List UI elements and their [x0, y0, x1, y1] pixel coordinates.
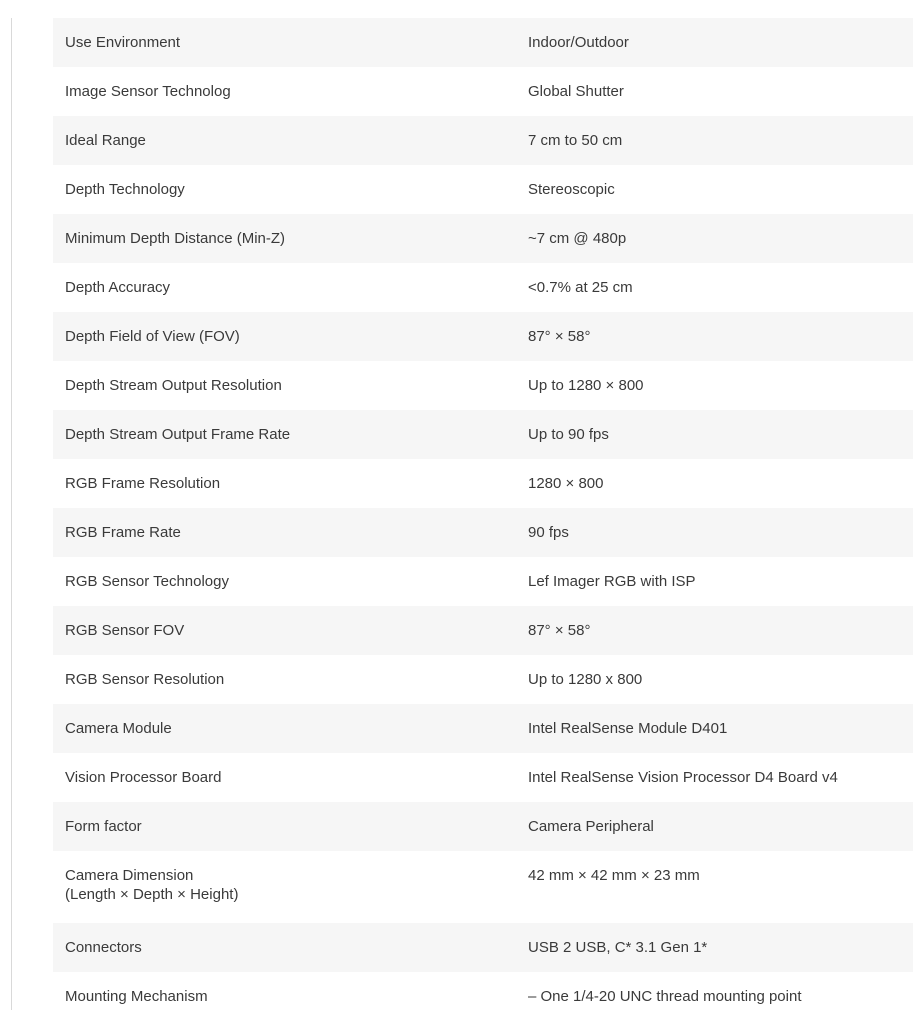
- spec-row-depth-accuracy: [53, 263, 913, 312]
- spec-value: Up to 1280 x 800: [528, 671, 643, 688]
- spec-label: Depth Field of View (FOV): [65, 328, 240, 345]
- spec-row-rgb-sensor-fov: [53, 606, 913, 655]
- spec-label: Depth Accuracy: [65, 279, 171, 296]
- spec-value: Stereoscopic: [528, 181, 615, 198]
- spec-label: RGB Frame Resolution: [65, 475, 221, 492]
- spec-value: Global Shutter: [528, 83, 624, 100]
- spec-value: 90 fps: [528, 524, 569, 541]
- spec-value: 1280 × 800: [528, 475, 604, 492]
- spec-value: 7 cm to 50 cm: [528, 132, 623, 149]
- spec-label: Depth Stream Output Resolution: [65, 377, 282, 394]
- spec-label: Camera Module: [65, 720, 172, 737]
- spec-table: [53, 18, 913, 1021]
- spec-row-rgb-frame-resolution: [53, 459, 913, 508]
- spec-value: Intel RealSense Vision Processor D4 Board v4: [528, 769, 838, 786]
- spec-value: Camera Peripheral: [528, 818, 654, 835]
- spec-value: Up to 1280 × 800: [528, 377, 644, 394]
- spec-value: Indoor/Outdoor: [528, 34, 629, 51]
- spec-row-rgb-sensor-technology: [53, 557, 913, 606]
- spec-row-depth-stream-frame-rate: [53, 410, 913, 459]
- spec-row-depth-field-of-view: [53, 312, 913, 361]
- spec-value: Up to 90 fps: [528, 426, 609, 443]
- spec-value: USB 2 USB, C* 3.1 Gen 1*: [528, 939, 708, 956]
- spec-label: Vision Processor Board: [65, 769, 222, 786]
- spec-label: RGB Sensor Resolution: [65, 671, 225, 688]
- spec-label: Use Environment: [65, 34, 181, 51]
- spec-value: 42 mm × 42 mm × 23 mm: [528, 867, 700, 884]
- spec-row-image-sensor-technology: [53, 67, 913, 116]
- spec-row-depth-technology: [53, 165, 913, 214]
- spec-label: Ideal Range: [65, 132, 146, 149]
- spec-row-minimum-depth-distance: [53, 214, 913, 263]
- spec-row-use-environment: [53, 18, 913, 67]
- spec-row-connectors: [53, 923, 913, 972]
- spec-row-rgb-sensor-resolution: [53, 655, 913, 704]
- spec-label: RGB Sensor FOV: [65, 622, 185, 639]
- spec-value: Intel RealSense Module D401: [528, 720, 728, 737]
- spec-label: RGB Frame Rate: [65, 524, 181, 541]
- spec-label: Camera Dimension (Length × Depth × Height): [65, 867, 239, 903]
- spec-value: Lef Imager RGB with ISP: [528, 573, 696, 590]
- spec-label: Minimum Depth Distance (Min-Z): [65, 230, 286, 247]
- spec-value: ~7 cm @ 480p: [528, 230, 627, 247]
- spec-row-camera-dimension: [53, 851, 913, 923]
- spec-value: <0.7% at 25 cm: [528, 279, 633, 296]
- spec-row-mounting-mechanism: [53, 972, 913, 1021]
- spec-row-vision-processor-board: [53, 753, 913, 802]
- spec-label: Form factor: [65, 818, 142, 835]
- spec-value: 87° × 58°: [528, 622, 591, 639]
- left-divider: [11, 18, 12, 1010]
- spec-row-form-factor: [53, 802, 913, 851]
- spec-label: Image Sensor Technolog: [65, 83, 231, 100]
- spec-row-camera-module: [53, 704, 913, 753]
- spec-label: Depth Technology: [65, 181, 185, 198]
- spec-label: Depth Stream Output Frame Rate: [65, 426, 291, 443]
- spec-row-rgb-frame-rate: [53, 508, 913, 557]
- spec-row-depth-stream-resolution: [53, 361, 913, 410]
- spec-row-ideal-range: [53, 116, 913, 165]
- spec-label: RGB Sensor Technology: [65, 573, 229, 590]
- spec-label: Mounting Mechanism: [65, 988, 208, 1005]
- spec-value: – One 1/4-20 UNC thread mounting point: [528, 988, 802, 1005]
- spec-label: Connectors: [65, 939, 142, 956]
- spec-value: 87° × 58°: [528, 328, 591, 345]
